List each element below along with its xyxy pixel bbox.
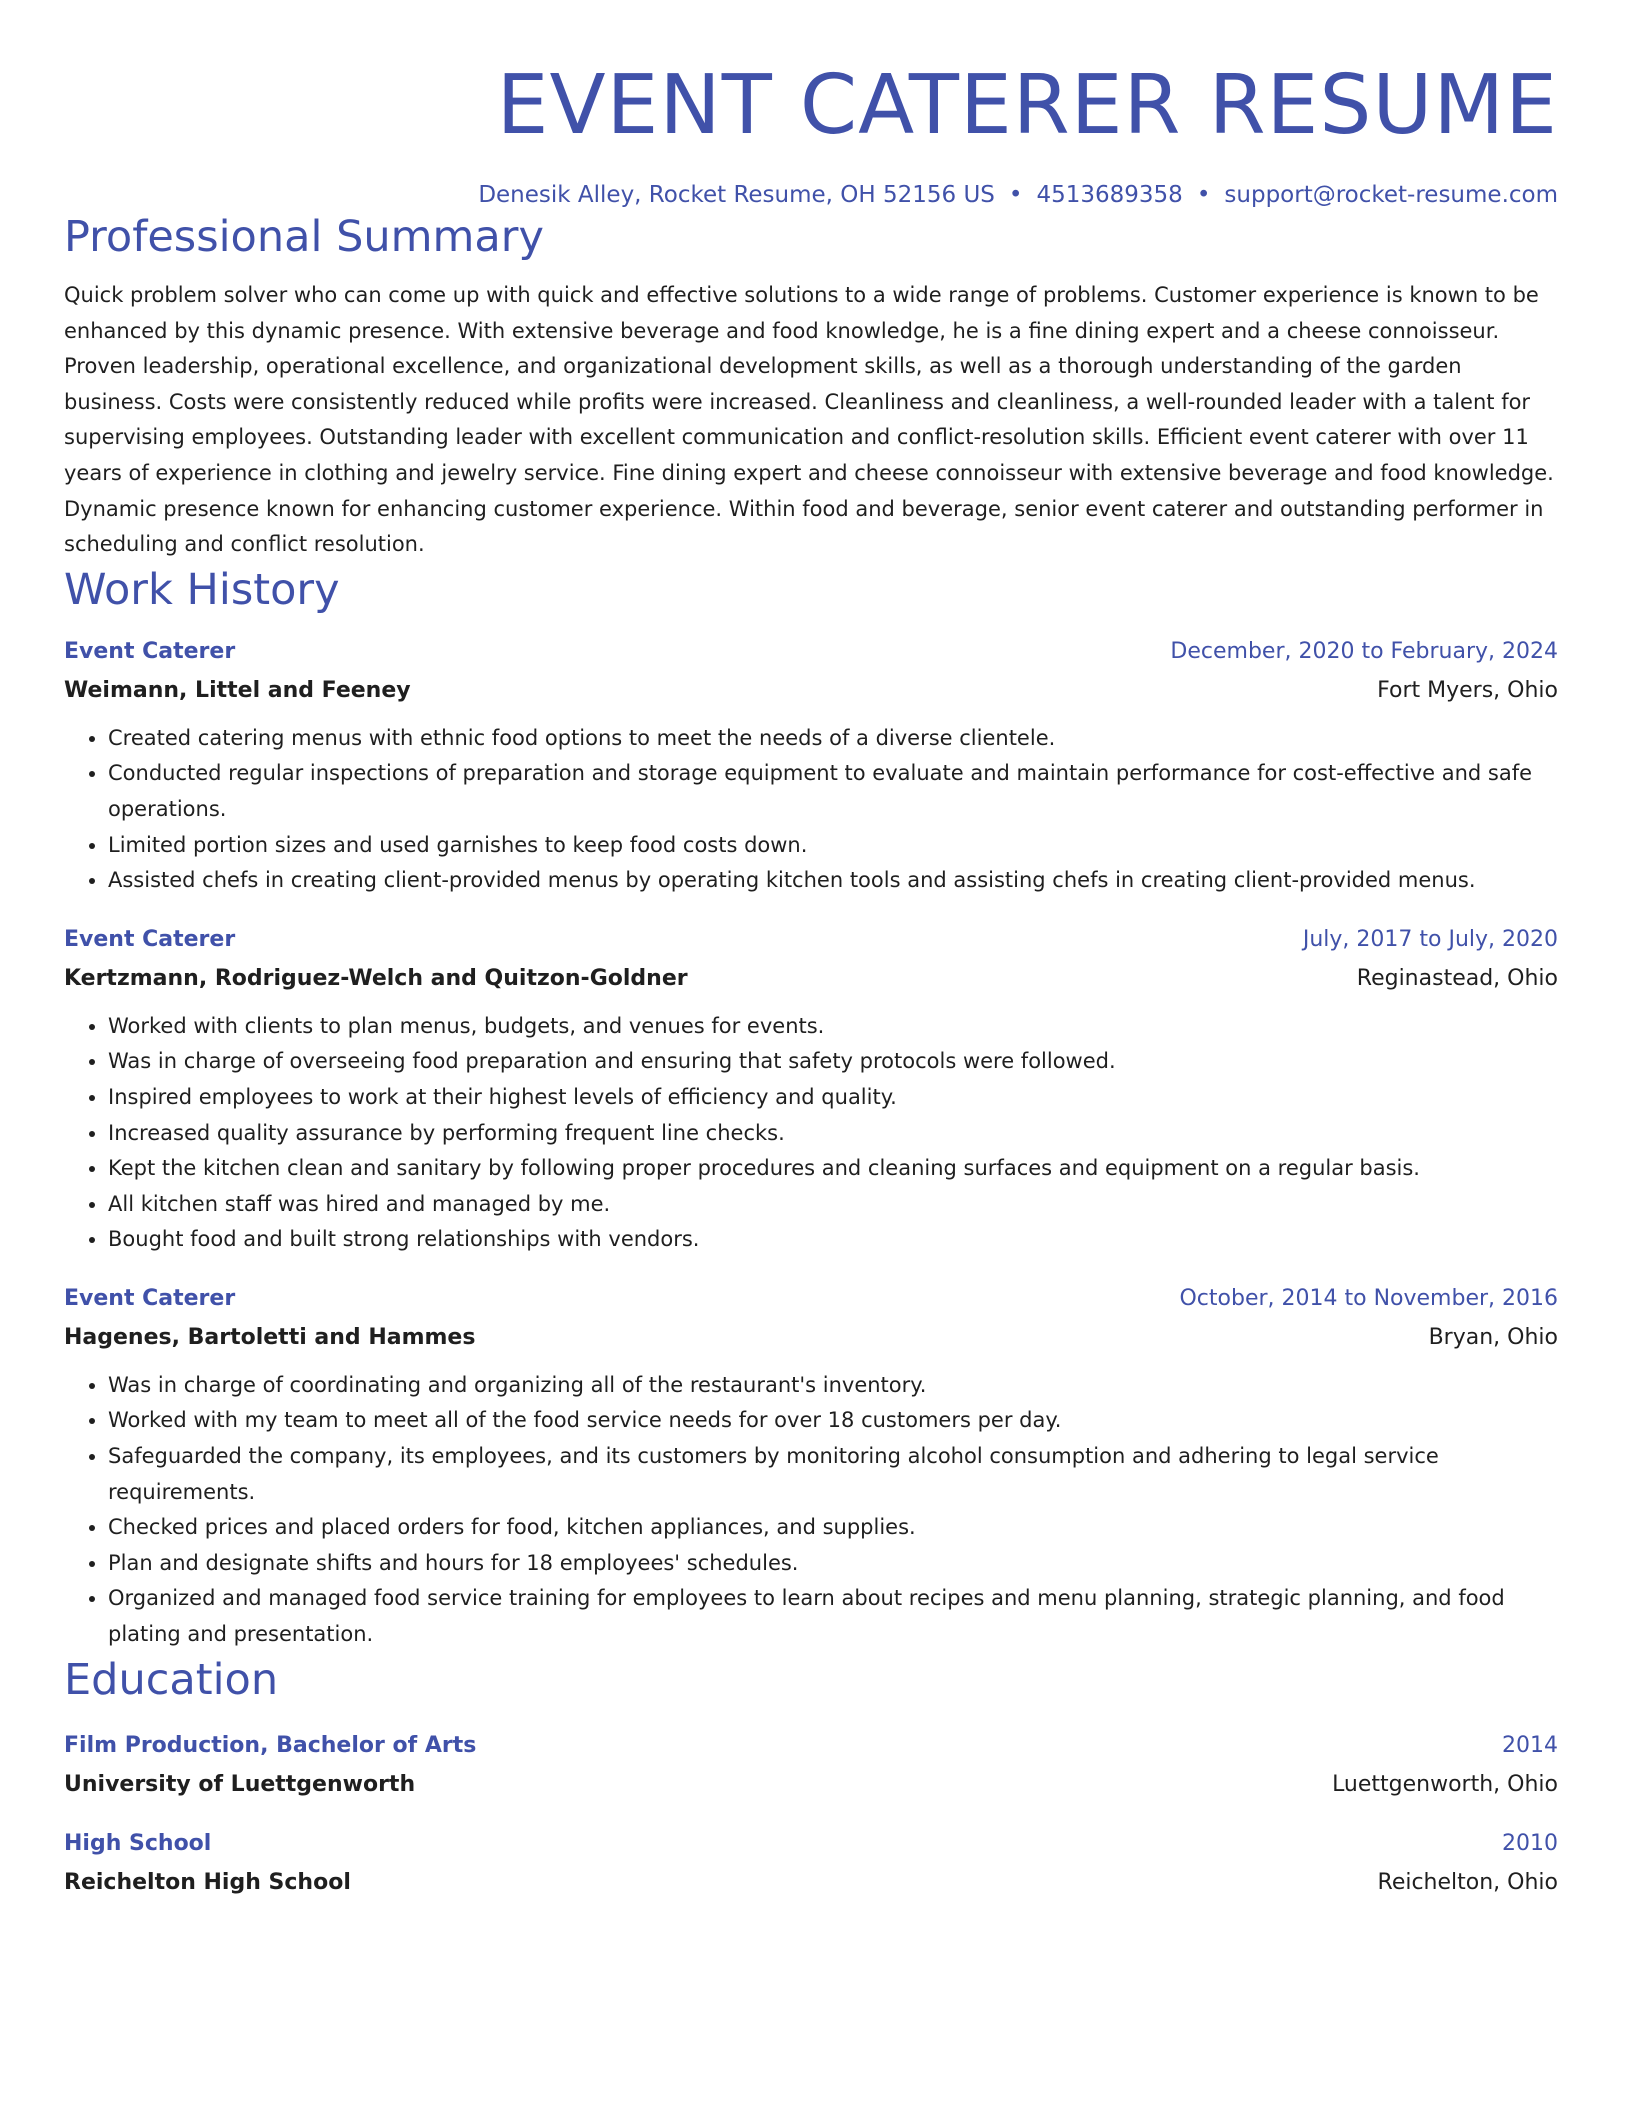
job-company: Hagenes, Bartoletti and Hammes [64, 1324, 476, 1350]
contact-email: support@rocket-resume.com [1224, 182, 1558, 208]
education-entry [64, 1729, 1558, 1803]
job-bullet: • Safeguarded the company, its employees, and its customers by monitoring alcohol consumption and adhering to legal service requirements. [108, 1439, 1558, 1510]
education-degree: Film Production, Bachelor of Arts [64, 1732, 477, 1758]
education-school-row [64, 1865, 1558, 1901]
education-degree: High School [64, 1830, 212, 1856]
job-bullet: • Limited portion sizes and used garnishes to keep food costs down. [108, 828, 1558, 864]
job-title: Event Caterer [64, 926, 236, 952]
education-heading: Education [64, 1654, 279, 1705]
job-title: Event Caterer [64, 638, 236, 664]
job-company: Weimann, Littel and Feeney [64, 677, 411, 703]
education-school: Reichelton High School [64, 1869, 351, 1895]
contact-line [64, 180, 1558, 210]
job-company: Kertzmann, Rodriguez-Welch and Quitzon-Goldner [64, 965, 688, 991]
job-bullets [64, 1368, 1558, 1653]
job-dates: December, 2020 to February, 2024 [1170, 638, 1558, 664]
job-bullets [64, 1009, 1558, 1258]
resume-title: EVENT CATERER RESUME [496, 58, 1558, 153]
job-bullets [64, 721, 1558, 899]
job-location: Fort Myers, Ohio [1377, 677, 1558, 703]
job-title: Event Caterer [64, 1285, 236, 1311]
job-header-row [64, 635, 1558, 669]
resume-page [64, 0, 1558, 1901]
job-bullet: • Plan and designate shifts and hours for 18 employees' schedules. [108, 1546, 1558, 1582]
education-year: 2014 [1502, 1732, 1558, 1758]
job-company-row [64, 1320, 1558, 1356]
summary-heading: Professional Summary [64, 212, 544, 262]
education-year: 2010 [1502, 1830, 1558, 1856]
education-location: Reichelton, Ohio [1377, 1869, 1558, 1895]
job-bullet: • Kept the kitchen clean and sanitary by following proper procedures and cleaning surfaces and equipment on a regular basis. [108, 1151, 1558, 1187]
job-company-row [64, 673, 1558, 709]
job-entry [64, 923, 1558, 1258]
contact-address: Denesik Alley, Rocket Resume, OH 52156 US [478, 182, 995, 208]
job-location: Bryan, Ohio [1428, 1324, 1558, 1350]
job-dates: July, 2017 to July, 2020 [1302, 926, 1558, 952]
job-bullet: • Created catering menus with ethnic food options to meet the needs of a diverse clientele. [108, 721, 1558, 757]
education-school: University of Luettgenworth [64, 1771, 416, 1797]
job-bullet: • Worked with clients to plan menus, budgets, and venues for events. [108, 1009, 1558, 1045]
job-header-row [64, 1282, 1558, 1316]
job-bullet: • Organized and managed food service training for employees to learn about recipes and menu planning, strategic planning, and food plating and presentation. [108, 1581, 1558, 1652]
job-bullet: • Worked with my team to meet all of the food service needs for over 18 customers per day. [108, 1403, 1558, 1439]
work-history-heading: Work History [64, 564, 340, 615]
contact-separator: • [1196, 182, 1211, 208]
job-entry [64, 1282, 1558, 1653]
job-bullet: • All kitchen staff was hired and managed by me. [108, 1187, 1558, 1223]
job-entry [64, 635, 1558, 899]
education-school-row [64, 1767, 1558, 1803]
contact-separator: • [1008, 182, 1023, 208]
contact-phone: 4513689358 [1036, 182, 1183, 208]
job-dates: October, 2014 to November, 2016 [1179, 1285, 1558, 1311]
education-location: Luettgenworth, Ohio [1332, 1771, 1558, 1797]
job-bullet: • Bought food and built strong relationships with vendors. [108, 1222, 1558, 1258]
job-bullet: • Assisted chefs in creating client-provided menus by operating kitchen tools and assisting chefs in creating client-provided menus. [108, 863, 1558, 899]
education-entry [64, 1827, 1558, 1901]
job-bullet: • Conducted regular inspections of preparation and storage equipment to evaluate and maintain performance for cost-effective and safe operations. [108, 756, 1558, 827]
job-bullet: • Increased quality assurance by performing frequent line checks. [108, 1116, 1558, 1152]
education-header-row [64, 1729, 1558, 1763]
job-bullet: • Inspired employees to work at their highest levels of efficiency and quality. [108, 1080, 1558, 1116]
job-bullet: • Checked prices and placed orders for food, kitchen appliances, and supplies. [108, 1510, 1558, 1546]
job-header-row [64, 923, 1558, 957]
job-company-row [64, 961, 1558, 997]
summary-text: Quick problem solver who can come up with quick and effective solutions to a wide range of problems. Customer experience is known to be enhanced by this dynamic presence. With extensive beverage and food knowledge, he is a fine dining expert and a cheese connoisseur. Proven leadership, operational excellence, and organizational development skills, as well as a thorough understanding of the garden business. Costs were consistently reduced while profits were increased. Cleanliness and cleanliness, a well-rounded leader with a talent for supervising employees. Outstanding leader with excellent communication and conflict-resolution skills. Efficient event caterer with over 11 years of experience in clothing and jewelry service. Fine dining expert and cheese connoisseur with extensive beverage and food knowledge. Dynamic presence known for enhancing customer experience. Within food and beverage, senior event caterer and outstanding performer in scheduling and conflict resolution. [64, 283, 1554, 557]
job-bullet: • Was in charge of coordinating and organizing all of the restaurant's inventory. [108, 1368, 1558, 1404]
education-header-row [64, 1827, 1558, 1861]
job-location: Reginastead, Ohio [1356, 965, 1558, 991]
job-bullet: • Was in charge of overseeing food preparation and ensuring that safety protocols were followed. [108, 1044, 1558, 1080]
